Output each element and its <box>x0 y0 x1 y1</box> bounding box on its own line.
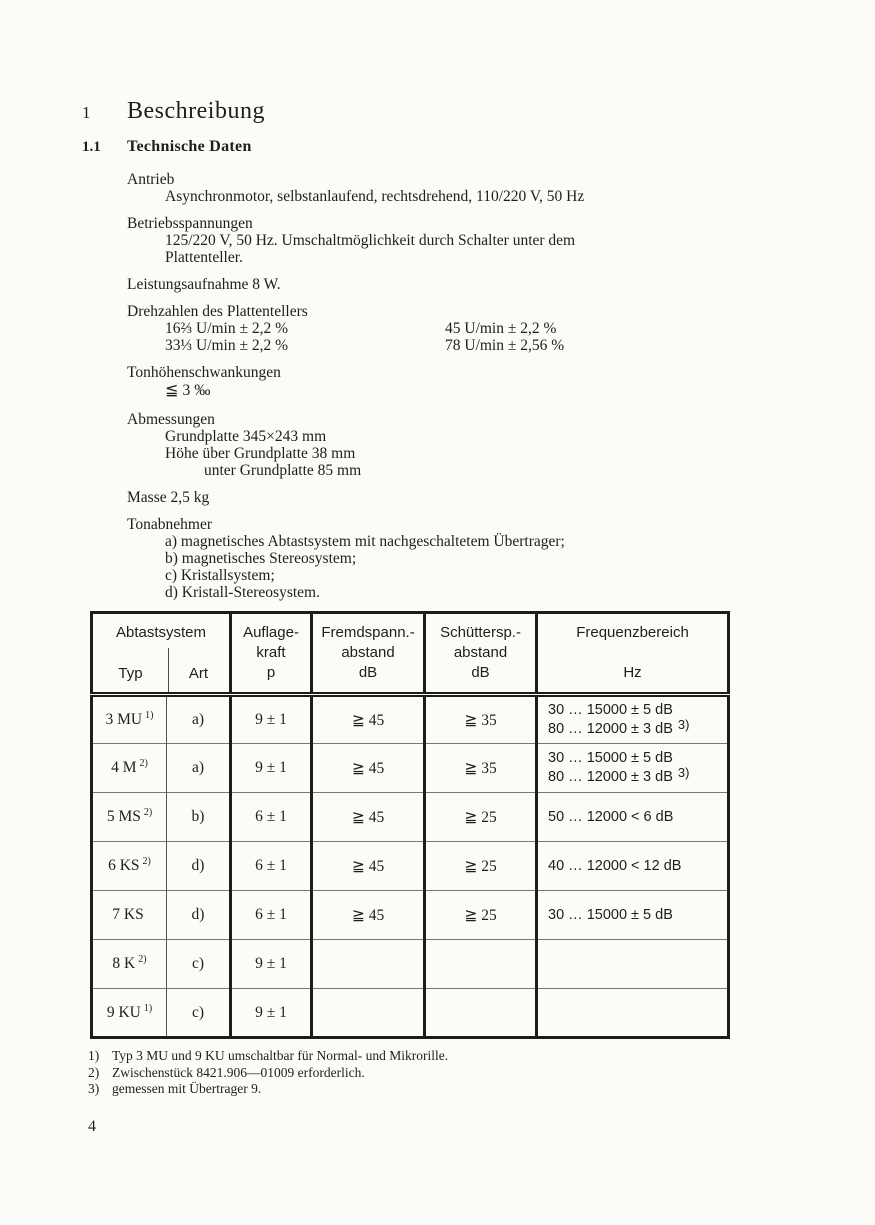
cell-fremdspannabstand: ≧ 45 <box>312 793 425 842</box>
cell-schuetterspabstand: ≧ 35 <box>425 695 537 744</box>
header-auflagekraft <box>231 613 312 695</box>
footnotes <box>88 1048 787 1098</box>
footnote-marker: 3) <box>88 1081 100 1096</box>
section-number: 1 <box>82 103 91 122</box>
spec-label: Antrieb <box>127 171 175 188</box>
subsection-heading <box>82 138 787 156</box>
cell-frequenzbereich <box>537 940 729 989</box>
table-row <box>92 940 729 989</box>
cell-typ <box>92 793 167 842</box>
header-line: Auflage- <box>243 624 299 641</box>
footnote-text: Typ 3 MU und 9 KU umschaltbar für Normal- und Mikrorille. <box>112 1048 449 1063</box>
freq-line: 80 … 12000 ± 3 dB <box>548 721 673 737</box>
cell-auflagekraft: 6 ± 1 <box>231 793 312 842</box>
footnote-marker: 3) <box>677 716 690 732</box>
header-divider <box>168 648 169 692</box>
spec-label: Masse 2,5 kg <box>127 489 210 506</box>
cell-typ <box>92 695 167 744</box>
footnote-2 <box>88 1065 787 1082</box>
speed-16: 16⅔ U/min ± 2,2 % <box>165 320 289 337</box>
cell-art: d) <box>167 891 231 940</box>
footnote-marker: 2) <box>138 954 147 966</box>
header-line: Frequenzbereich <box>576 624 689 641</box>
header-line: kraft <box>256 644 286 661</box>
spec-value-line: 125/220 V, 50 Hz. Umschaltmöglichkeit durch Schalter unter dem <box>165 232 576 249</box>
speed-78: 78 U/min ± 2,56 % <box>445 337 565 354</box>
cell-frequenzbereich <box>537 989 729 1038</box>
footnote-marker: 1) <box>88 1048 100 1063</box>
table-row <box>92 842 729 891</box>
freq-line: 30 … 15000 ± 5 dB <box>548 906 673 923</box>
cell-frequenzbereich <box>537 744 729 793</box>
cell-fremdspannabstand: ≧ 45 <box>312 891 425 940</box>
footnote-marker: 1) <box>143 1002 153 1014</box>
freq-line: 80 … 12000 ± 3 dB <box>548 769 673 785</box>
cell-art: d) <box>167 842 231 891</box>
cell-typ <box>92 842 167 891</box>
table-header-row <box>92 613 729 695</box>
header-schuetterspabstand <box>425 613 537 695</box>
footnote-marker: 2) <box>142 856 151 868</box>
header-group-title: Abtastsystem <box>115 624 207 641</box>
cell-frequenzbereich <box>537 891 729 940</box>
cell-fremdspannabstand: ≧ 45 <box>312 744 425 793</box>
table-row <box>92 793 729 842</box>
cell-schuetterspabstand: ≧ 35 <box>425 744 537 793</box>
tonabnehmer-item-d: d) Kristall-Stereosystem. <box>165 584 320 601</box>
cell-schuetterspabstand: ≧ 25 <box>425 793 537 842</box>
cell-typ <box>92 891 167 940</box>
cell-frequenzbereich <box>537 695 729 744</box>
freq-line: 50 … 12000 < 6 dB <box>548 808 674 825</box>
cell-auflagekraft: 9 ± 1 <box>231 744 312 793</box>
footnote-3 <box>88 1081 787 1098</box>
subsection-title: Technische Daten <box>127 138 252 155</box>
speed-45: 45 U/min ± 2,2 % <box>445 320 557 337</box>
cell-fremdspannabstand: ≧ 45 <box>312 842 425 891</box>
cell-art: b) <box>167 793 231 842</box>
speed-33: 33⅓ U/min ± 2,2 % <box>165 337 289 354</box>
header-line: Fremdspann.- <box>321 624 415 641</box>
cell-auflagekraft: 9 ± 1 <box>231 940 312 989</box>
cell-auflagekraft: 6 ± 1 <box>231 842 312 891</box>
cell-art: c) <box>167 940 231 989</box>
footnote-marker: 2) <box>139 758 148 770</box>
cell-schuetterspabstand: ≧ 25 <box>425 891 537 940</box>
footnote-marker: 1) <box>145 710 154 722</box>
table-row <box>92 891 729 940</box>
cell-frequenzbereich <box>537 842 729 891</box>
spec-label: Tonabnehmer <box>127 516 212 533</box>
header-line: abstand <box>453 644 508 661</box>
header-fremdspannabstand <box>312 613 425 695</box>
table-row <box>92 744 729 793</box>
header-line: dB <box>358 664 378 681</box>
header-abtastsystem <box>92 613 231 695</box>
footnote-text: gemessen mit Übertrager 9. <box>112 1081 262 1096</box>
header-sub-row <box>93 664 229 684</box>
cell-typ <box>92 989 167 1038</box>
header-art: Art <box>188 665 209 682</box>
freq-line: 30 … 15000 ± 5 dB <box>548 750 673 766</box>
footnote-marker: 3) <box>677 764 690 780</box>
table-row <box>92 695 729 744</box>
cell-auflagekraft: 9 ± 1 <box>231 695 312 744</box>
cell-fremdspannabstand <box>312 989 425 1038</box>
cell-art: a) <box>167 744 231 793</box>
typ-value: 6 KS <box>108 857 140 875</box>
spec-label: Abmessungen <box>127 411 215 428</box>
freq-line: 30 … 15000 ± 5 dB <box>548 702 673 718</box>
spec-value: Asynchronmotor, selbstanlaufend, rechtsdrehend, 110/220 V, 50 Hz <box>165 188 585 205</box>
subsection-number: 1.1 <box>82 139 101 155</box>
section-title: Beschreibung <box>127 98 265 124</box>
cell-art: c) <box>167 989 231 1038</box>
spec-masse <box>82 489 787 506</box>
table-row <box>92 989 729 1038</box>
section-heading <box>82 98 787 125</box>
tonabnehmer-item-a: a) magnetisches Abtastsystem mit nachgeschaltetem Übertrager; <box>165 533 565 550</box>
typ-value: 3 MU <box>105 711 143 729</box>
freq-line: 40 … 12000 < 12 dB <box>548 857 682 874</box>
cell-schuetterspabstand <box>425 989 537 1038</box>
tonabnehmer-item-c: c) Kristallsystem; <box>165 567 275 584</box>
cell-schuetterspabstand <box>425 940 537 989</box>
footnote-text: Zwischenstück 8421.906—01009 erforderlich. <box>112 1064 365 1080</box>
spec-tonabnehmer <box>82 516 787 601</box>
spec-betriebsspannungen <box>82 215 787 266</box>
spec-drehzahlen <box>82 303 787 354</box>
spec-leistungsaufnahme <box>82 276 787 293</box>
cell-frequenzbereich <box>537 793 729 842</box>
spec-label: Drehzahlen des Plattentellers <box>127 303 308 320</box>
footnote-marker: 2) <box>143 807 153 819</box>
typ-value: 8 K <box>112 955 136 973</box>
spec-abmessungen <box>82 411 787 479</box>
cell-schuetterspabstand: ≧ 25 <box>425 842 537 891</box>
header-line: Hz <box>623 664 642 681</box>
header-frequenzbereich <box>537 613 729 695</box>
header-line: abstand <box>341 644 395 661</box>
header-line: p <box>266 664 276 681</box>
cell-art: a) <box>167 695 231 744</box>
speed-row <box>165 320 787 337</box>
spec-value-line: Grundplatte 345×243 mm <box>165 428 327 445</box>
spec-value-line: unter Grundplatte 85 mm <box>204 462 362 479</box>
speed-row <box>165 337 787 354</box>
cell-auflagekraft: 9 ± 1 <box>231 989 312 1038</box>
typ-value: 5 MS <box>106 808 141 826</box>
cell-fremdspannabstand: ≧ 45 <box>312 695 425 744</box>
header-line: dB <box>471 664 490 681</box>
spec-label: Betriebsspannungen <box>127 215 253 232</box>
footnote-1 <box>88 1048 787 1065</box>
cell-auflagekraft: 6 ± 1 <box>231 891 312 940</box>
spec-value: ≦ 3 ‰ <box>165 382 211 399</box>
abtastsystem-table <box>90 611 730 1039</box>
header-line: Schüttersp.- <box>440 624 521 641</box>
header-spacer <box>538 643 727 663</box>
typ-value: 7 KS <box>112 906 144 924</box>
cell-fremdspannabstand <box>312 940 425 989</box>
footnote-marker: 2) <box>88 1064 100 1080</box>
header-typ: Typ <box>118 665 143 682</box>
spec-tonhoehenschwankungen <box>82 364 787 401</box>
spec-label: Tonhöhenschwankungen <box>127 364 281 381</box>
page-number: 4 <box>88 1117 96 1135</box>
spec-label: Leistungsaufnahme 8 W. <box>127 276 281 293</box>
typ-value: 9 KU <box>106 1004 141 1022</box>
spec-value-line: Plattenteller. <box>165 249 243 266</box>
cell-typ <box>92 940 167 989</box>
spec-antrieb <box>82 171 787 205</box>
typ-value: 4 M <box>111 759 137 777</box>
tonabnehmer-item-b: b) magnetisches Stereosystem; <box>165 550 357 567</box>
cell-typ <box>92 744 167 793</box>
spec-value-line: Höhe über Grundplatte 38 mm <box>165 445 356 462</box>
